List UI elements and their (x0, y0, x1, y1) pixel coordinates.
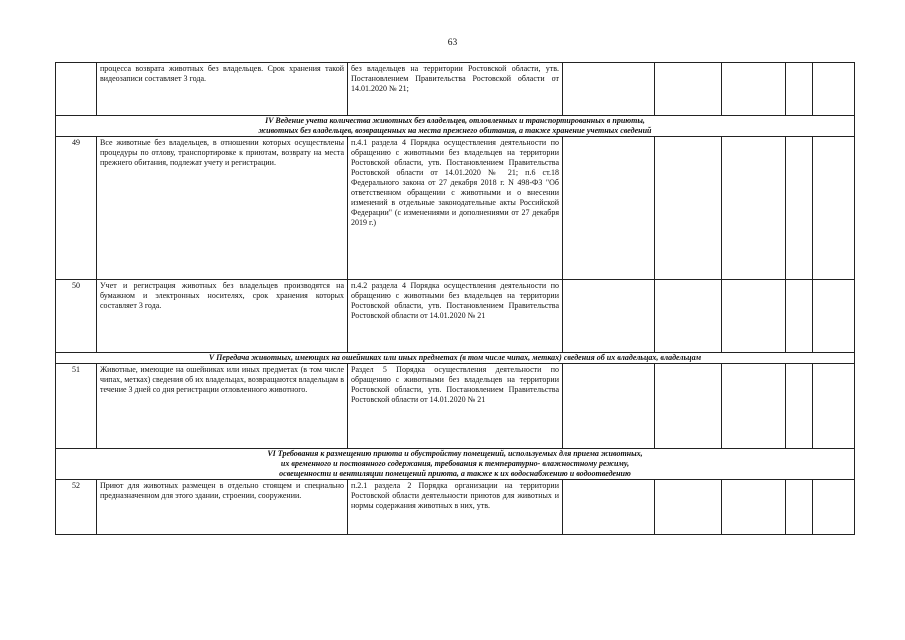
section-heading-line: их временного и постоянного содержания, требования к температурно- влажностному режиму, (280, 459, 630, 468)
empty-cell (813, 280, 855, 353)
requirement-cell: Учет и регистрация животных без владельцев производятся на бумажном и электронных носителях, срок хранения которых составляет 3 года. (97, 280, 348, 353)
empty-cell (655, 137, 722, 280)
page-number: 63 (447, 38, 458, 48)
empty-cell (722, 280, 786, 353)
requirement-cell: Приют для животных размещен в отдельно стоящем и специально предназначенном для этого здании, строении, сооружении. (97, 480, 348, 535)
empty-cell (722, 480, 786, 535)
empty-cell (786, 480, 813, 535)
section-heading-vi (56, 449, 855, 480)
row-number: 49 (56, 137, 97, 280)
checklist-table (55, 62, 855, 535)
row-number: 51 (56, 364, 97, 449)
table-row (56, 137, 855, 280)
empty-cell (563, 137, 655, 280)
empty-cell (722, 364, 786, 449)
empty-cell (813, 137, 855, 280)
empty-cell (786, 364, 813, 449)
requirement-cell: Все животные без владельцев, в отношении которых осуществлены процедуры по отлову, транспортировке к приютам, возврату на места прежнего обитания, подлежат учету и регистрации. (97, 137, 348, 280)
section-heading-line: животных без владельцев, возвращенных на места прежнего обитания, а также хранение учетных сведений (258, 126, 652, 135)
row-number (56, 63, 97, 116)
row-number: 52 (56, 480, 97, 535)
empty-cell (786, 280, 813, 353)
empty-cell (813, 364, 855, 449)
empty-cell (813, 63, 855, 116)
section-heading-line: V Передача животных, имеющих на ошейниках или иных предметах (в том числе чипах, метках) сведения об их владельцах, владельцам (208, 353, 702, 362)
empty-cell (722, 63, 786, 116)
requirement-cell: Животные, имеющие на ошейниках или иных предметах (в том числе чипах, метках) сведения об их владельцах, возвращаются владельцам в течение 3 дней со дня регистрации отловленного животного. (97, 364, 348, 449)
section-heading-iv (56, 116, 855, 137)
empty-cell (655, 480, 722, 535)
empty-cell (786, 63, 813, 116)
empty-cell (563, 480, 655, 535)
legal-reference-cell: без владельцев на территории Ростовской области, утв. Постановлением Правительства Ростовской области от 14.01.2020 № 21; (348, 63, 563, 116)
table-row (56, 63, 855, 116)
legal-reference-cell: Раздел 5 Порядка осуществления деятельности по обращению с животными без владельцев на территории Ростовской области, утв. Постановлением Правительства Ростовской области от 14.01.2020 № 21 (348, 364, 563, 449)
empty-cell (563, 364, 655, 449)
empty-cell (786, 137, 813, 280)
empty-cell (655, 63, 722, 116)
section-heading-row (56, 449, 855, 480)
section-heading-v (56, 353, 855, 364)
empty-cell (655, 364, 722, 449)
empty-cell (563, 63, 655, 116)
empty-cell (563, 280, 655, 353)
row-number: 50 (56, 280, 97, 353)
table-row (56, 364, 855, 449)
section-heading-row (56, 353, 855, 364)
table-row (56, 280, 855, 353)
empty-cell (655, 280, 722, 353)
legal-reference-cell: п.2.1 раздела 2 Порядка организации на территории Ростовской области деятельности приютов для животных и нормы содержания животных в них, утв. (348, 480, 563, 535)
empty-cell (813, 480, 855, 535)
legal-reference-cell: п.4.1 раздела 4 Порядка осуществления деятельности по обращению с животными без владельцев на территории Ростовской области, утв. Постановлением Правительства Ростовской области от 14.01.2020 № 21; п.6 ст.18 Федерального закона от 27 декабря 2018 г. N 498-ФЗ "Об ответственном обращении с животными и о внесении изменений в отдельные законодательные акты Российской Федерации" (с изменениями и дополнениями от 27 декабря 2019 г.) (348, 137, 563, 280)
table-row (56, 480, 855, 535)
section-heading-row (56, 116, 855, 137)
empty-cell (722, 137, 786, 280)
requirement-cell: процесса возврата животных без владельцев. Срок хранения такой видеозаписи составляет 3 года. (97, 63, 348, 116)
section-heading-line: освещенности и вентиляции помещений приюта, а также к их водоснабжению и водоотведению (279, 469, 631, 478)
section-heading-line: IV Ведение учета количества животных без владельцев, отловленных и транспортированных в приюты, (265, 116, 645, 125)
legal-reference-cell: п.4.2 раздела 4 Порядка осуществления деятельности по обращению с животными без владельцев на территории Ростовской области, утв. Постановлением Правительства Ростовской области от 14.01.2020 № 21 (348, 280, 563, 353)
section-heading-line: VI Требования к размещению приюта и обустройству помещений, используемых для приема животных, (267, 449, 643, 458)
